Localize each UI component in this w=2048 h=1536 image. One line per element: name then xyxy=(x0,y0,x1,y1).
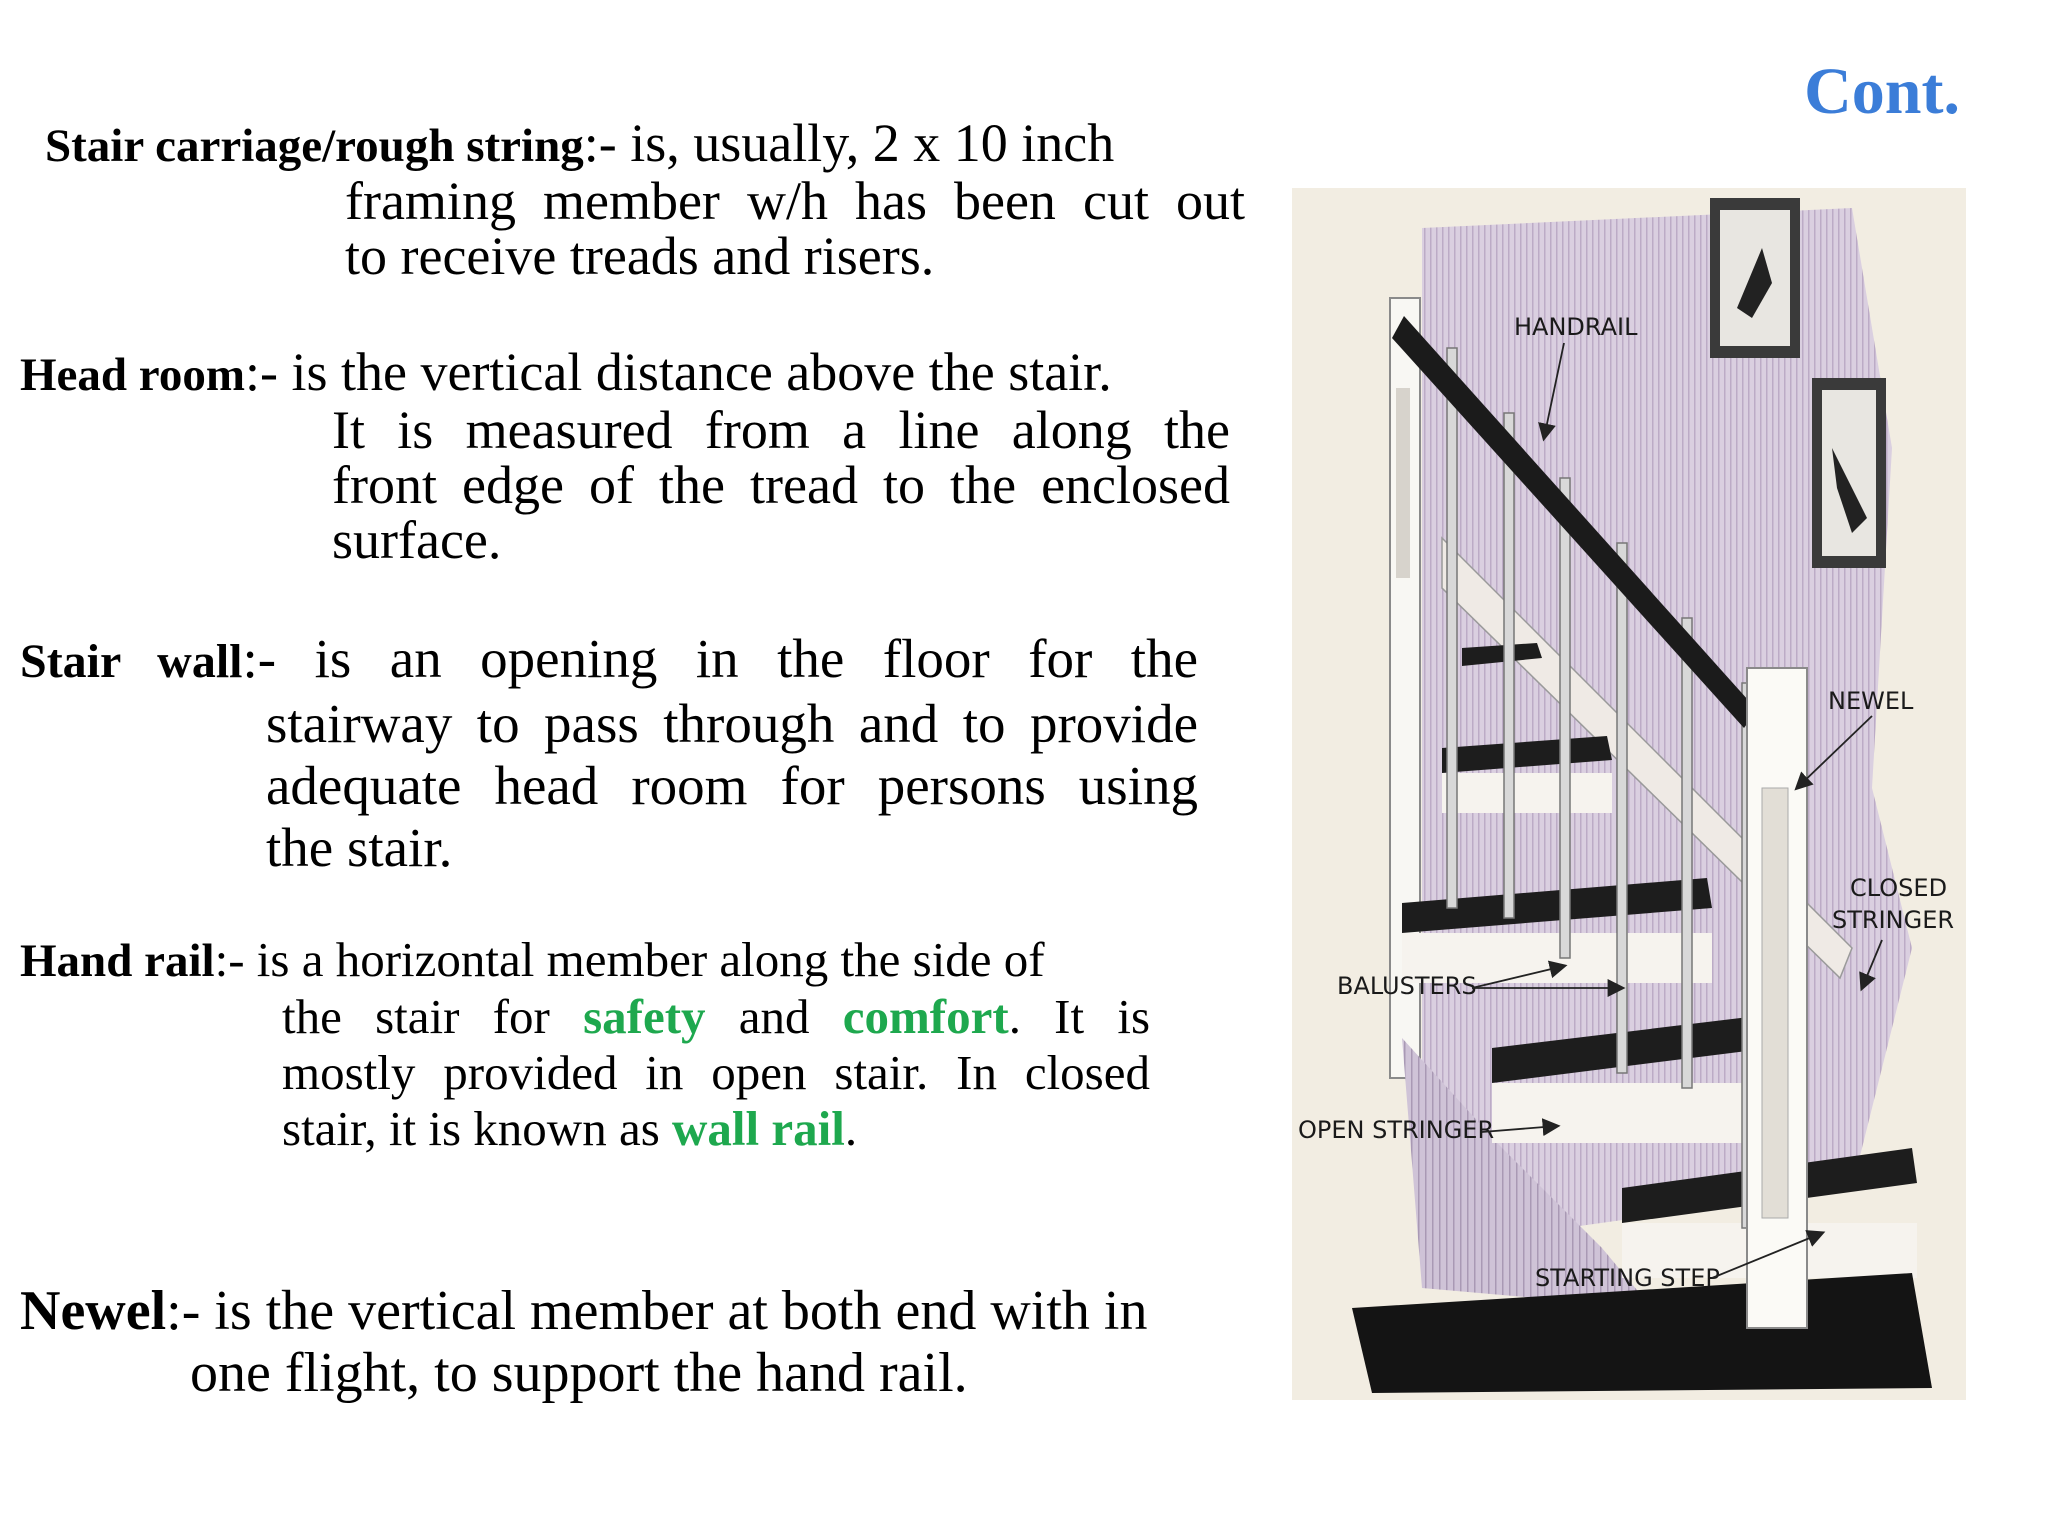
definition-text: the stair for safety and comfort. It is xyxy=(282,989,1151,1044)
definition-text: stair, it is known as wall rail. xyxy=(282,1101,858,1156)
definition-newel xyxy=(20,1280,1220,1404)
definition-text: surface. xyxy=(332,510,502,570)
label-closed-stringer-2: STRINGER xyxy=(1832,906,1955,934)
label-starting-step: STARTING STEP xyxy=(1535,1264,1720,1292)
separator: :- xyxy=(214,932,245,987)
term-newel: Newel xyxy=(20,1280,167,1342)
term-head-room: Head room xyxy=(20,349,245,401)
definition-text: stairway to pass through and to provide xyxy=(266,693,1198,754)
definition-text: is an opening in the floor for the xyxy=(276,628,1198,689)
separator: :- xyxy=(166,1280,201,1342)
definition-text: is a horizontal member along the side of xyxy=(244,932,1045,987)
label-newel: NEWEL xyxy=(1828,687,1914,715)
label-handrail: HANDRAIL xyxy=(1514,313,1638,341)
highlight-wall-rail: wall rail xyxy=(672,1101,845,1156)
separator: :- xyxy=(242,628,277,689)
definition-text: the stair. xyxy=(266,817,453,878)
separator: :- xyxy=(244,342,278,402)
term-stair-carriage: Stair carriage/rough string xyxy=(45,120,584,172)
definition-text: It is measured from a line along the xyxy=(332,400,1230,460)
definition-text: framing member w/h has been cut out xyxy=(345,171,1245,231)
definition-text: one flight, to support the hand rail. xyxy=(190,1342,968,1404)
definition-head-room xyxy=(20,342,1230,570)
slide-title: Cont. xyxy=(1804,55,1960,128)
definition-text: to receive treads and risers. xyxy=(345,226,935,286)
definition-text: is the vertical distance above the stair. xyxy=(277,342,1112,402)
definition-text: adequate head room for persons using xyxy=(266,755,1198,816)
picture-frame-top xyxy=(1710,198,1800,358)
stair-illustration xyxy=(1292,188,1966,1400)
highlight-comfort: comfort xyxy=(842,989,1009,1044)
definition-text: mostly provided in open stair. In closed xyxy=(282,1045,1150,1100)
lower-newel-post xyxy=(1747,668,1807,1328)
picture-frame-middle xyxy=(1812,378,1886,568)
label-balusters: BALUSTERS xyxy=(1337,972,1477,1000)
label-closed-stringer: CLOSED xyxy=(1850,874,1948,902)
definition-stair-carriage xyxy=(45,113,1245,286)
definition-text: is the vertical member at both end with in xyxy=(200,1280,1148,1342)
highlight-safety: safety xyxy=(583,989,706,1044)
definition-text: front edge of the tread to the enclosed xyxy=(332,455,1230,515)
term-stair-wall: Stair wall xyxy=(20,635,243,688)
definition-stair-wall xyxy=(20,628,1198,879)
definition-hand-rail xyxy=(20,932,1150,1157)
label-open-stringer: OPEN STRINGER xyxy=(1298,1116,1495,1144)
separator: :- xyxy=(583,113,617,173)
term-hand-rail: Hand rail xyxy=(20,935,215,987)
definition-text: is, usually, 2 x 10 inch xyxy=(616,113,1115,173)
